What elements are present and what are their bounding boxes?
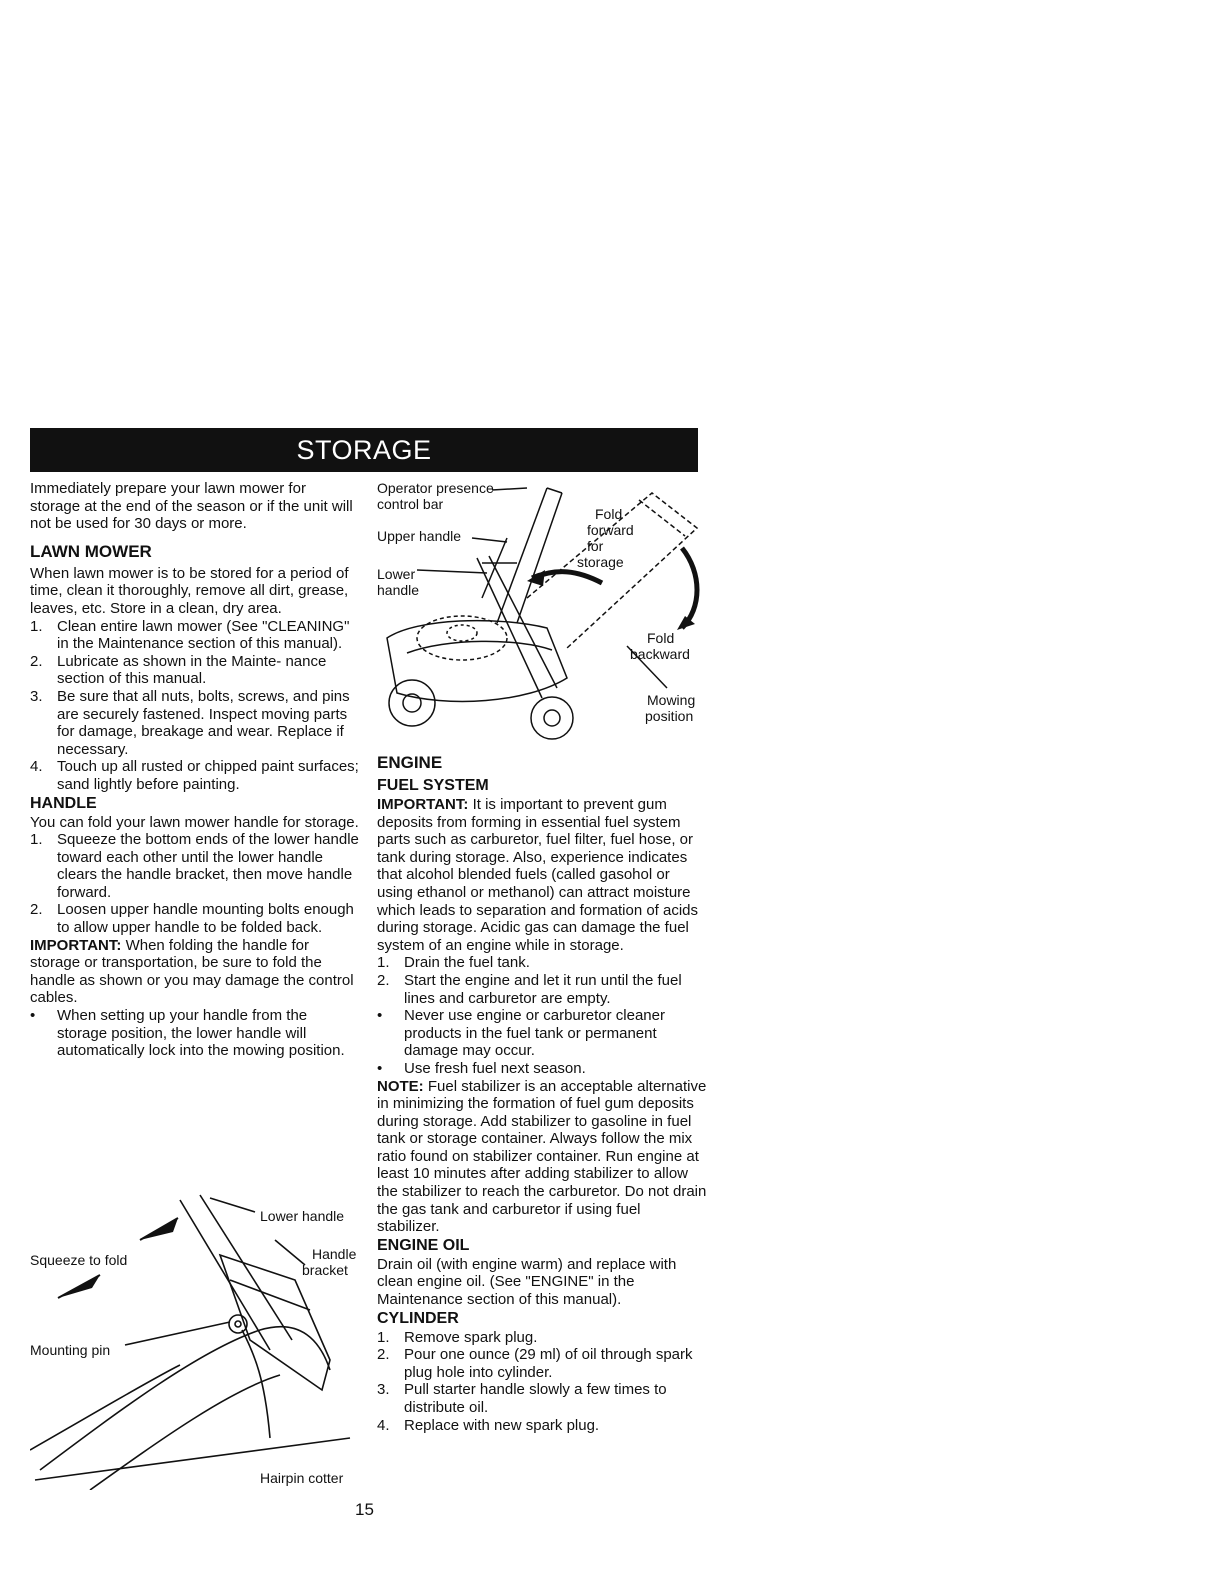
left-column (30, 480, 360, 1060)
mower-drawing (377, 478, 707, 768)
item-number: 2. (377, 1346, 390, 1364)
item-number: 1. (377, 1328, 390, 1346)
cylinder-heading: CYLINDER (377, 1309, 459, 1327)
lower-handle-label: Lower handle (260, 1208, 345, 1224)
handle-bracket-label-2: bracket (302, 1262, 348, 1278)
squeeze-label: Squeeze to fold (30, 1252, 128, 1268)
item-number: 1. (30, 831, 43, 849)
list-item (377, 1329, 707, 1347)
engine-oil-heading: ENGINE OIL (377, 1236, 470, 1254)
page-number: 15 (355, 1500, 374, 1519)
mounting-pin-label: Mounting pin (30, 1342, 111, 1358)
fuel-important (377, 796, 707, 954)
fuel-bullets (377, 1007, 707, 1077)
fold-forward-label-2: forward (587, 522, 634, 538)
right-column (377, 752, 707, 1434)
mowing-position-label-2: position (645, 708, 694, 724)
list-item (30, 618, 360, 653)
handle-heading: HANDLE (30, 794, 97, 812)
list-item (377, 1007, 707, 1060)
fold-forward-label-3: for (587, 538, 604, 554)
fuel-system-heading: FUEL SYSTEM (377, 777, 489, 794)
item-number: 2. (30, 901, 43, 919)
list-item (30, 901, 360, 936)
list-item (377, 954, 707, 972)
item-text: Pour one ounce (29 ml) of oil through spark plug hole into cylinder. (404, 1346, 693, 1381)
upper-handle-label: Upper handle (377, 528, 462, 544)
item-text: Clean entire lawn mower (See "CLEANING" in the Maintenance section of this manual). (57, 617, 350, 653)
item-number: 1. (377, 954, 390, 972)
list-item (377, 1417, 707, 1435)
important-label: IMPORTANT: (30, 936, 122, 954)
mowing-position-label-1: Mowing (647, 692, 696, 708)
handle-bullets (30, 1007, 360, 1060)
cylinder-steps (377, 1329, 707, 1435)
handle-bracket-drawing (30, 1180, 360, 1490)
lower-handle-label-2: handle (377, 582, 420, 598)
item-number: 1. (30, 617, 43, 635)
item-number: 2. (377, 971, 390, 989)
list-item (30, 653, 360, 688)
operator-label-2: control bar (377, 496, 444, 512)
fuel-note (377, 1078, 707, 1236)
item-text: Touch up all rusted or chipped paint surfaces; sand lightly before painting. (57, 758, 359, 793)
note-text: Fuel stabilizer is an acceptable alternative in minimizing the formation of fuel gum deposits during storage. Add stabilizer to gasoline in fuel tank or storage container. Always follow the mix ratio found on stabilizer container. Run engine at least 10 minutes after adding stabilizer to allow the stabilizer to reach the carburetor. Do not drain the gas tank and carburetor if using fuel stabilizer. (377, 1077, 707, 1236)
item-text: When setting up your handle from the storage position, the lower handle will automatically lock into the mowing position. (57, 1007, 345, 1060)
item-text: Pull starter handle slowly a few times to distribute oil. (404, 1381, 667, 1416)
fold-backward-label-1: Fold (647, 630, 675, 646)
operator-label-1: Operator presence (377, 480, 494, 496)
bullet-symbol: • (30, 1007, 36, 1025)
item-text: Remove spark plug. (404, 1328, 538, 1346)
item-text: Be sure that all nuts, bolts, screws, and pins are securely fastened. Inspect moving parts for damage, breakage and wear. Replace if necessary. (57, 687, 350, 758)
bullet-symbol: • (377, 1007, 383, 1025)
item-text: Drain the fuel tank. (404, 954, 530, 972)
item-text: Replace with new spark plug. (404, 1416, 600, 1434)
handle-paragraph: You can fold your lawn mower handle for storage. (30, 813, 359, 831)
engine-heading: ENGINE (377, 753, 443, 772)
list-item (377, 1060, 707, 1078)
item-text: Never use engine or carburetor cleaner products in the fuel tank or permanent damage may occur. (404, 1007, 665, 1060)
banner-title: STORAGE (296, 435, 432, 465)
fold-forward-label-1: Fold (595, 506, 623, 522)
item-text: Squeeze the bottom ends of the lower handle toward each other until the lower handle clears the handle bracket, then move handle forward. (57, 831, 359, 901)
list-item (377, 1346, 707, 1381)
lawn-mower-steps (30, 618, 360, 794)
important-text: It is important to prevent gum deposits from forming in essential fuel system parts such as carburetor, fuel filter, fuel hose, or tank during storage. Also, experience indicates that alcohol blended fuels (called gasohol or using ethanol or methanol) can attract moisture which leads to separation and formation of acids during storage. Acidic gas can damage the fuel system of an engine while in storage. (377, 796, 699, 954)
lower-handle-label-1: Lower (377, 566, 416, 582)
list-item (30, 831, 360, 901)
important-label: IMPORTANT: (377, 796, 469, 813)
fold-backward-label-2: backward (630, 646, 690, 662)
handle-bracket-label-1: Handle (312, 1246, 357, 1262)
list-item (377, 972, 707, 1007)
engine-oil-paragraph: Drain oil (with engine warm) and replace with clean engine oil. (See "ENGINE" in the Maintenance section of this manual). (377, 1255, 677, 1309)
handle-steps (30, 831, 360, 937)
item-text: Loosen upper handle mounting bolts enough to allow upper handle to be folded back. (57, 901, 354, 937)
list-item (30, 758, 360, 793)
item-number: 4. (377, 1416, 390, 1434)
item-number: 3. (30, 687, 43, 705)
item-number: 2. (30, 652, 43, 670)
item-text: Use fresh fuel next season. (404, 1059, 586, 1077)
list-item (30, 688, 360, 758)
lawn-mower-paragraph: When lawn mower is to be stored for a period of time, clean it thoroughly, remove all dirt, grease, leaves, etc. Store in a clean, dry area. (30, 564, 349, 617)
list-item (377, 1381, 707, 1416)
item-number: 4. (30, 758, 43, 776)
bullet-symbol: • (377, 1059, 383, 1077)
list-item (30, 1007, 360, 1060)
item-number: 3. (377, 1381, 390, 1399)
intro-paragraph: Immediately prepare your lawn mower for storage at the end of the season or if the unit will not be used for 30 days or more. (30, 480, 353, 533)
lawn-mower-heading: LAWN MOWER (30, 541, 152, 561)
important-text: When folding the handle for storage or transportation, be sure to fold the handle as shown or you may damage the control cables. (30, 936, 354, 1007)
item-text: Lubricate as shown in the Mainte- nance section of this manual. (57, 652, 327, 688)
hairpin-cotter-label: Hairpin cotter (260, 1470, 344, 1486)
handle-important (30, 937, 360, 1007)
handle-bracket-figure (30, 1180, 360, 1490)
mower-fold-figure (377, 478, 707, 768)
note-label: NOTE: (377, 1077, 424, 1095)
fold-forward-label-4: storage (577, 554, 624, 570)
fuel-steps (377, 954, 707, 1007)
section-banner (30, 428, 698, 472)
item-text: Start the engine and let it run until the fuel lines and carburetor are empty. (404, 971, 682, 1007)
